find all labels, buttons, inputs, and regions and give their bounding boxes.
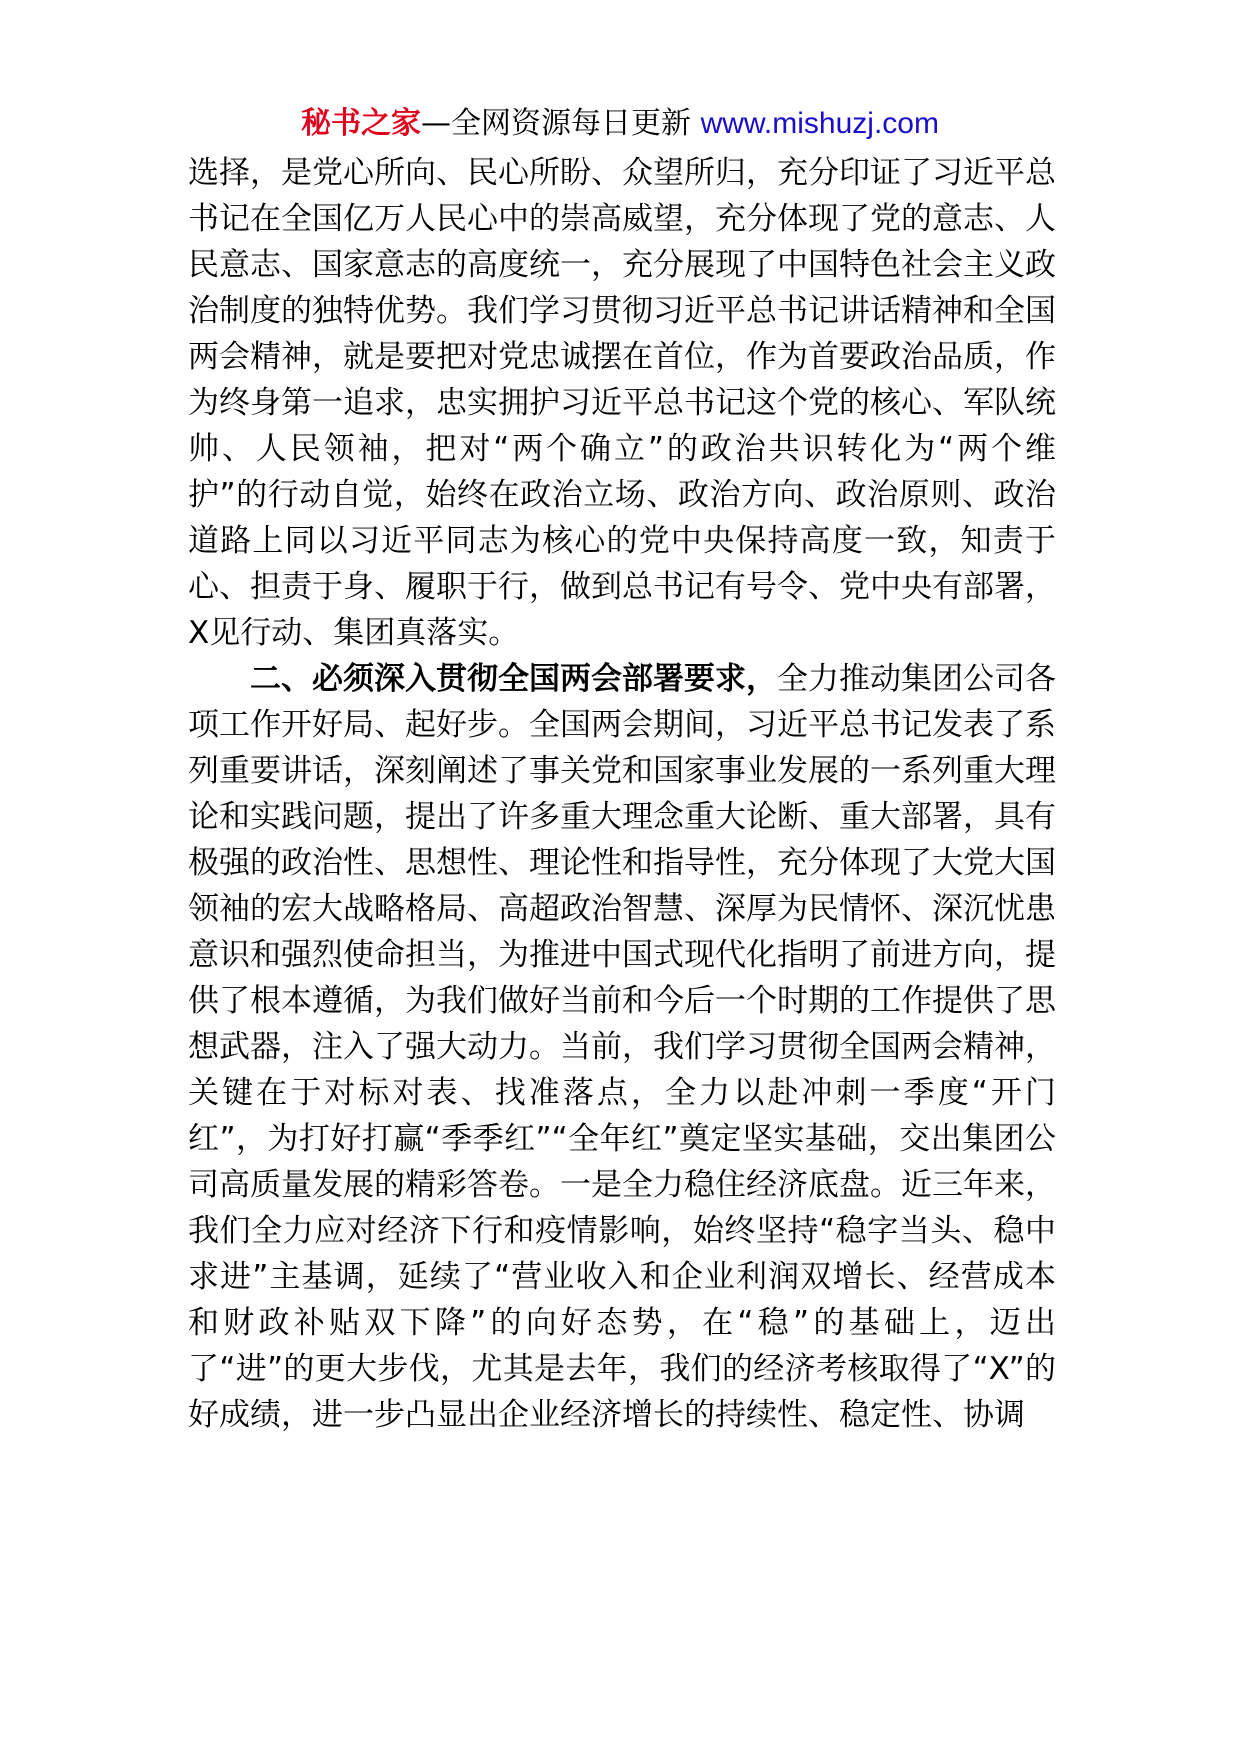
site-url-link[interactable]: www.mishuzj.com <box>700 107 939 140</box>
section-heading-lead: 二、必须深入贯彻全国两会部署要求， <box>250 661 777 697</box>
page-header <box>0 100 1240 148</box>
body-paragraph-2 <box>188 656 1056 1438</box>
brand-name: 秘书之家 <box>301 106 422 141</box>
paragraph-text: 全力推动集团公司各项工作开好局、起好步。全国两会期间，习近平总书记发表了系列重要讲话，深刻阐述了事关党和国家事业发展的一系列重大理论和实践问题，提出了许多重大理念重大论断、重大部署，具有极强的政治性、思想性、理论性和指导性，充分体现了大党大国领袖的宏大战略格局、高超政治智慧、深厚为民情怀、深沉忧患意识和强烈使命担当，为推进中国式现代化指明了前进方向，提供了根本遵循，为我们做好当前和今后一个时期的工作提供了思想武器，注入了强大动力。当前，我们学习贯彻全国两会精神，关键在于对标对表、找准落点，全力以赴冲刺一季度“开门红”，为打好打赢“季季红”“全年红”奠定坚实基础，交出集团公司高质量发展的精彩答卷。一是全力稳住经济底盘。近三年来，我们全力应对经济下行和疫情影响，始终坚持“稳字当头、稳中求进”主基调，延续了“营业收入和企业利润双增长、经营成本和财政补贴双下降”的向好态势，在“稳”的基础上，迈出了“进”的更大步伐，尤其是去年，我们的经济考核取得了“X”的好成绩，进一步凸显出企业经济增长的持续性、稳定性、协调 <box>188 661 1056 1433</box>
document-body <box>188 150 1056 1438</box>
paragraph-text: 选择，是党心所向、民心所盼、众望所归，充分印证了习近平总书记在全国亿万人民心中的崇高威望，充分体现了党的意志、人民意志、国家意志的高度统一，充分展现了中国特色社会主义政治制度的独特优势。我们学习贯彻习近平总书记讲话精神和全国两会精神，就是要把对党忠诚摆在首位，作为首要政治品质，作为终身第一追求，忠实拥护习近平总书记这个党的核心、军队统帅、人民领袖，把对“两个确立”的政治共识转化为“两个维护”的行动自觉，始终在政治立场、政治方向、政治原则、政治道路上同以习近平同志为核心的党中央保持高度一致，知责于心、担责于身、履职于行，做到总书记有号令、党中央有部署，X见行动、集团真落实。 <box>188 155 1056 651</box>
body-paragraph-1 <box>188 150 1056 656</box>
header-slogan: —全网资源每日更新 <box>421 106 692 141</box>
